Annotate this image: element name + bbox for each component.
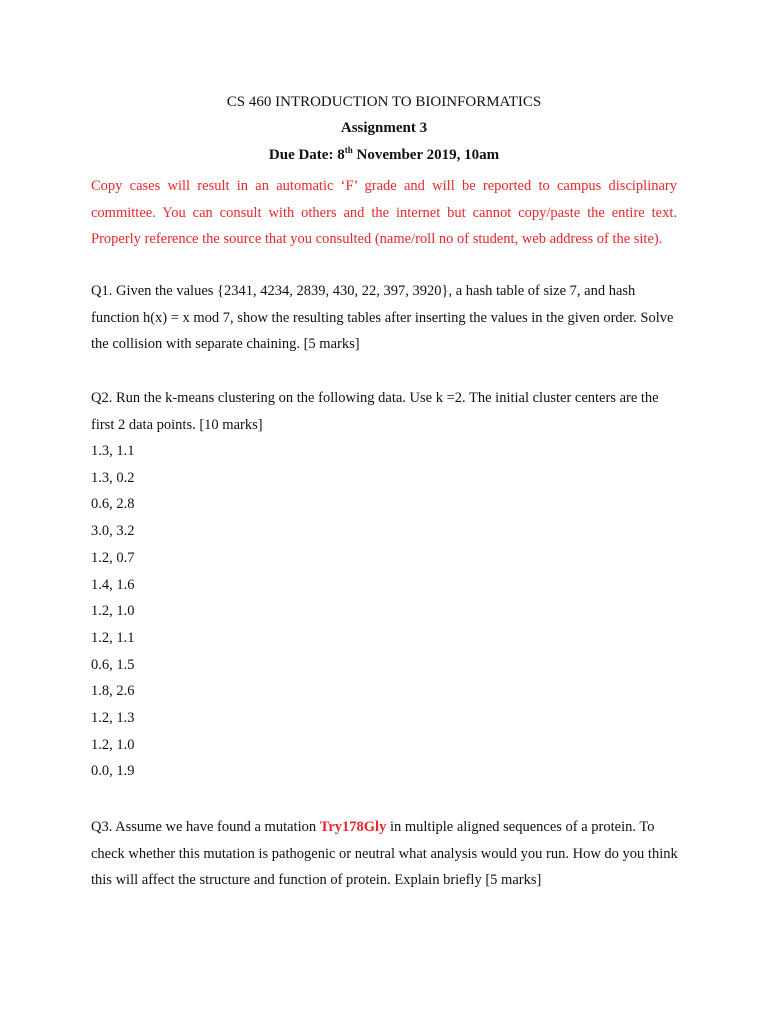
question-3 [91,814,683,894]
data-point: 1.2, 1.1 [91,629,135,646]
question-3-prefix: Q3. Assume we have found a mutation [91,819,320,835]
data-point: 1.8, 2.6 [91,683,135,700]
assignment-title: Assignment 3 [340,120,428,136]
data-point: 3.0, 3.2 [91,523,135,540]
data-point: 0.6, 1.5 [91,656,135,673]
data-point: 1.2, 1.3 [91,710,135,727]
question-1: Q1. Given the values {2341, 4234, 2839, 430, 22, 397, 3920}, a hash table of size 7, and hash function h(x) = x mod 7, show the resulting tables after inserting the values in the given order. Solve the collision with separate chaining. [5 marks] [91,283,674,352]
mutation-name: Try178Gly [319,819,387,835]
due-date-suffix: November 2019, 10am [352,147,500,163]
data-point: 1.2, 0.7 [91,549,135,566]
question-2: Q2. Run the k-means clustering on the following data. Use k =2. The initial cluster centers are the first 2 data points. [10 marks] [91,390,659,433]
data-point: 0.6, 2.8 [91,496,135,513]
data-point: 1.3, 0.2 [91,469,135,486]
course-title: CS 460 INTRODUCTION TO BIOINFORMATICS [226,94,542,110]
data-point: 1.2, 1.0 [91,603,135,620]
kmeans-data-list [91,438,135,785]
due-date-superscript: th [344,145,353,155]
data-point: 1.4, 1.6 [91,576,135,593]
question-3-suffix: in multiple aligned sequences of a protein. To check whether this mutation is pathogenic or neutral what analysis would you run. How do you think this will affect the structure and function of protein. Explain briefly [5 marks] [91,819,678,888]
due-date-prefix: Due Date: 8 [268,147,345,163]
due-date [0,146,768,164]
data-point: 0.0, 1.9 [91,763,135,780]
plagiarism-warning: Copy cases will result in an automatic ‘F’ grade and will be reported to campus disciplinary committee. You can consult with others and the internet but cannot copy/paste the entire text. Properly reference the source that you consulted (name/roll no of student, web address of the site). [91,178,677,247]
data-point: 1.2, 1.0 [91,736,135,753]
data-point: 1.3, 1.1 [91,443,135,459]
